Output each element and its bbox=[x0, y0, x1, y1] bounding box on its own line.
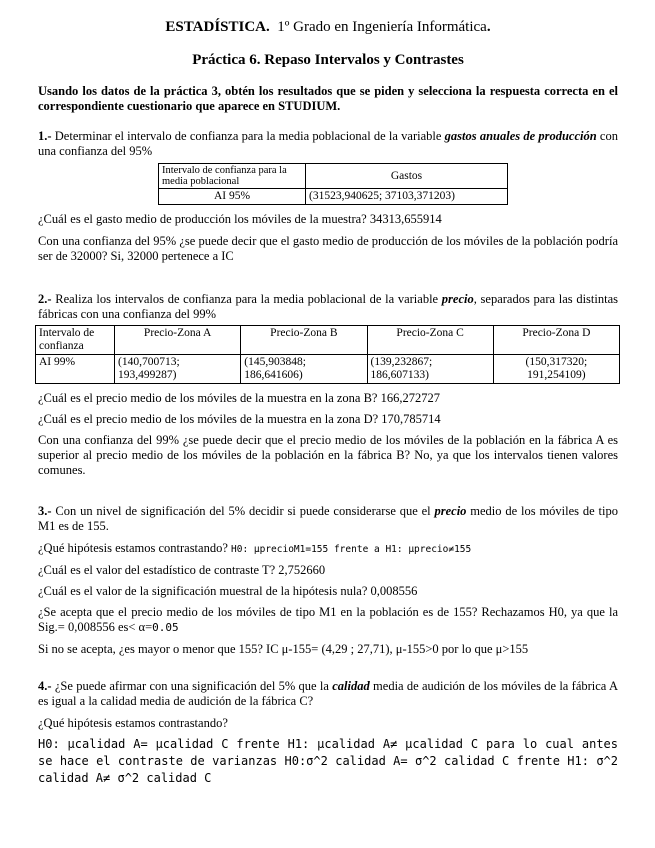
q2-statement bbox=[38, 292, 618, 322]
q1-text-end: con una confianza del 95% bbox=[38, 129, 618, 158]
q1-statement bbox=[38, 129, 618, 159]
q3-answer-5: Si no se acepta, ¿es mayor o menor que 155? IC μ-155= (4,29 ; 27,71), μ-155>0 por lo que μ>155 bbox=[38, 642, 529, 656]
q2-header-1: Precio-Zona A bbox=[115, 326, 241, 355]
q1-number: 1.- bbox=[38, 129, 52, 143]
q2-table bbox=[35, 325, 620, 384]
q3-answer-4-text: ¿Se acepta que el precio medio de los móviles de tipo M1 en la población es de 155? Rechazamos H0, ya que la Sig.= 0,008556 es< α= bbox=[38, 605, 618, 634]
title-end: . bbox=[486, 19, 491, 35]
q2-header-0: Intervalo de confianza bbox=[36, 326, 115, 355]
q2-cell-4: (150,317320; 191,254109) bbox=[493, 355, 619, 384]
table-row bbox=[36, 355, 620, 384]
title-rest: 1º Grado en Ingeniería Informática bbox=[277, 19, 487, 35]
q3-answer-1-hypothesis: H0: μprecioM1=155 frente a H1: μprecio≠155 bbox=[231, 544, 472, 555]
q3-answer-1 bbox=[38, 541, 618, 557]
q2-text-end: , separados para las distintas fábricas con una confianza del 99% bbox=[38, 292, 618, 321]
q3-answer-4 bbox=[38, 605, 618, 635]
q4-text: ¿Se puede afirmar con una significación del 5% que la bbox=[51, 679, 333, 693]
title-bold: ESTADÍSTICA. bbox=[165, 19, 270, 35]
table-row bbox=[36, 326, 620, 355]
q2-header-3: Precio-Zona C bbox=[367, 326, 493, 355]
q3-answer-1-question: ¿Qué hipótesis estamos contrastando? bbox=[38, 541, 232, 555]
q3-answer-2: ¿Cuál es el valor del estadístico de contraste T? 2,752660 bbox=[38, 563, 326, 577]
q4-answer-1: ¿Qué hipótesis estamos contrastando? bbox=[38, 716, 228, 730]
q2-cell-0: AI 99% bbox=[36, 355, 115, 384]
q3-variable: precio bbox=[434, 504, 467, 518]
table-row bbox=[159, 164, 508, 189]
q4-text-end: media de audición de los móviles de la fábrica A es igual a la calidad media de audición de la fábrica C? bbox=[38, 679, 618, 708]
q4-variable: calidad bbox=[332, 679, 370, 693]
q1-header-gastos: Gastos bbox=[306, 164, 508, 189]
intro-instructions: Usando los datos de la práctica 3, obtén los resultados que se piden y selecciona la respuesta correcta en el correspondiente cuestionario que aparece en STUDIUM. bbox=[38, 84, 618, 113]
q1-text: Determinar el intervalo de confianza para la media poblacional de la variable bbox=[51, 129, 445, 143]
q2-header-2: Precio-Zona B bbox=[241, 326, 367, 355]
q4-number: 4.- bbox=[38, 679, 52, 693]
q3-text: Con un nivel de significación del 5% decidir si puede considerarse que el bbox=[51, 504, 435, 518]
q1-cell-ai: AI 95% bbox=[159, 189, 306, 205]
q1-cell-interval: (31523,940625; 37103,371203) bbox=[306, 189, 508, 205]
q4-statement bbox=[38, 679, 618, 709]
q4-answer-2: H0: μcalidad A= μcalidad C frente H1: μcalidad A≠ μcalidad C para lo cual antes se hace el contraste de varianzas H0:σ^2 calidad A= σ^2 calidad C frente H1: σ^2 calidad A≠ σ^2 calidad C bbox=[38, 737, 618, 785]
q3-text-end: medio de los móviles de tipo M1 es de 155. bbox=[38, 504, 618, 533]
q1-answer-1: ¿Cuál es el gasto medio de producción los móviles de la muestra? 34313,655914 bbox=[38, 212, 442, 226]
q1-header-interval: Intervalo de confianza para la media poblacional bbox=[159, 164, 306, 189]
q2-text: Realiza los intervalos de confianza para la media poblacional de la variable bbox=[51, 292, 442, 306]
table-row bbox=[159, 189, 508, 205]
q2-number: 2.- bbox=[38, 292, 52, 306]
q2-answer-1: ¿Cuál es el precio medio de los móviles de la muestra en la zona B? 166,272727 bbox=[38, 391, 440, 405]
q1-table bbox=[158, 163, 508, 205]
q2-cell-2: (145,903848; 186,641606) bbox=[241, 355, 367, 384]
q2-cell-3: (139,232867; 186,607133) bbox=[367, 355, 493, 384]
q2-header-4: Precio-Zona D bbox=[493, 326, 619, 355]
q2-cell-1: (140,700713; 193,499287) bbox=[115, 355, 241, 384]
q2-answer-3: Con una confianza del 99% ¿se puede decir que el precio medio de los móviles de la población en la fábrica A es superior al precio medio de los móviles de la población en la fábrica B? No, ya que los intervalos tienen valores comunes. bbox=[38, 433, 618, 477]
q1-variable: gastos anuales de producción bbox=[444, 129, 597, 143]
q3-answer-4-alpha: 0.05 bbox=[152, 621, 179, 634]
q2-answer-2: ¿Cuál es el precio medio de los móviles de la muestra en la zona D? 170,785714 bbox=[38, 412, 441, 426]
page-title bbox=[38, 20, 618, 35]
q3-number: 3.- bbox=[38, 504, 52, 518]
q3-answer-3: ¿Cuál es el valor de la significación muestral de la hipótesis nula? 0,008556 bbox=[38, 584, 418, 598]
q3-statement bbox=[38, 504, 618, 534]
q1-answer-2: Con una confianza del 95% ¿se puede decir que el gasto medio de producción de los móviles de la población podría ser de 32000? Si, 32000 pertenece a IC bbox=[38, 234, 618, 263]
q2-variable: precio bbox=[441, 292, 474, 306]
page-subtitle: Práctica 6. Repaso Intervalos y Contrastes bbox=[192, 52, 464, 68]
